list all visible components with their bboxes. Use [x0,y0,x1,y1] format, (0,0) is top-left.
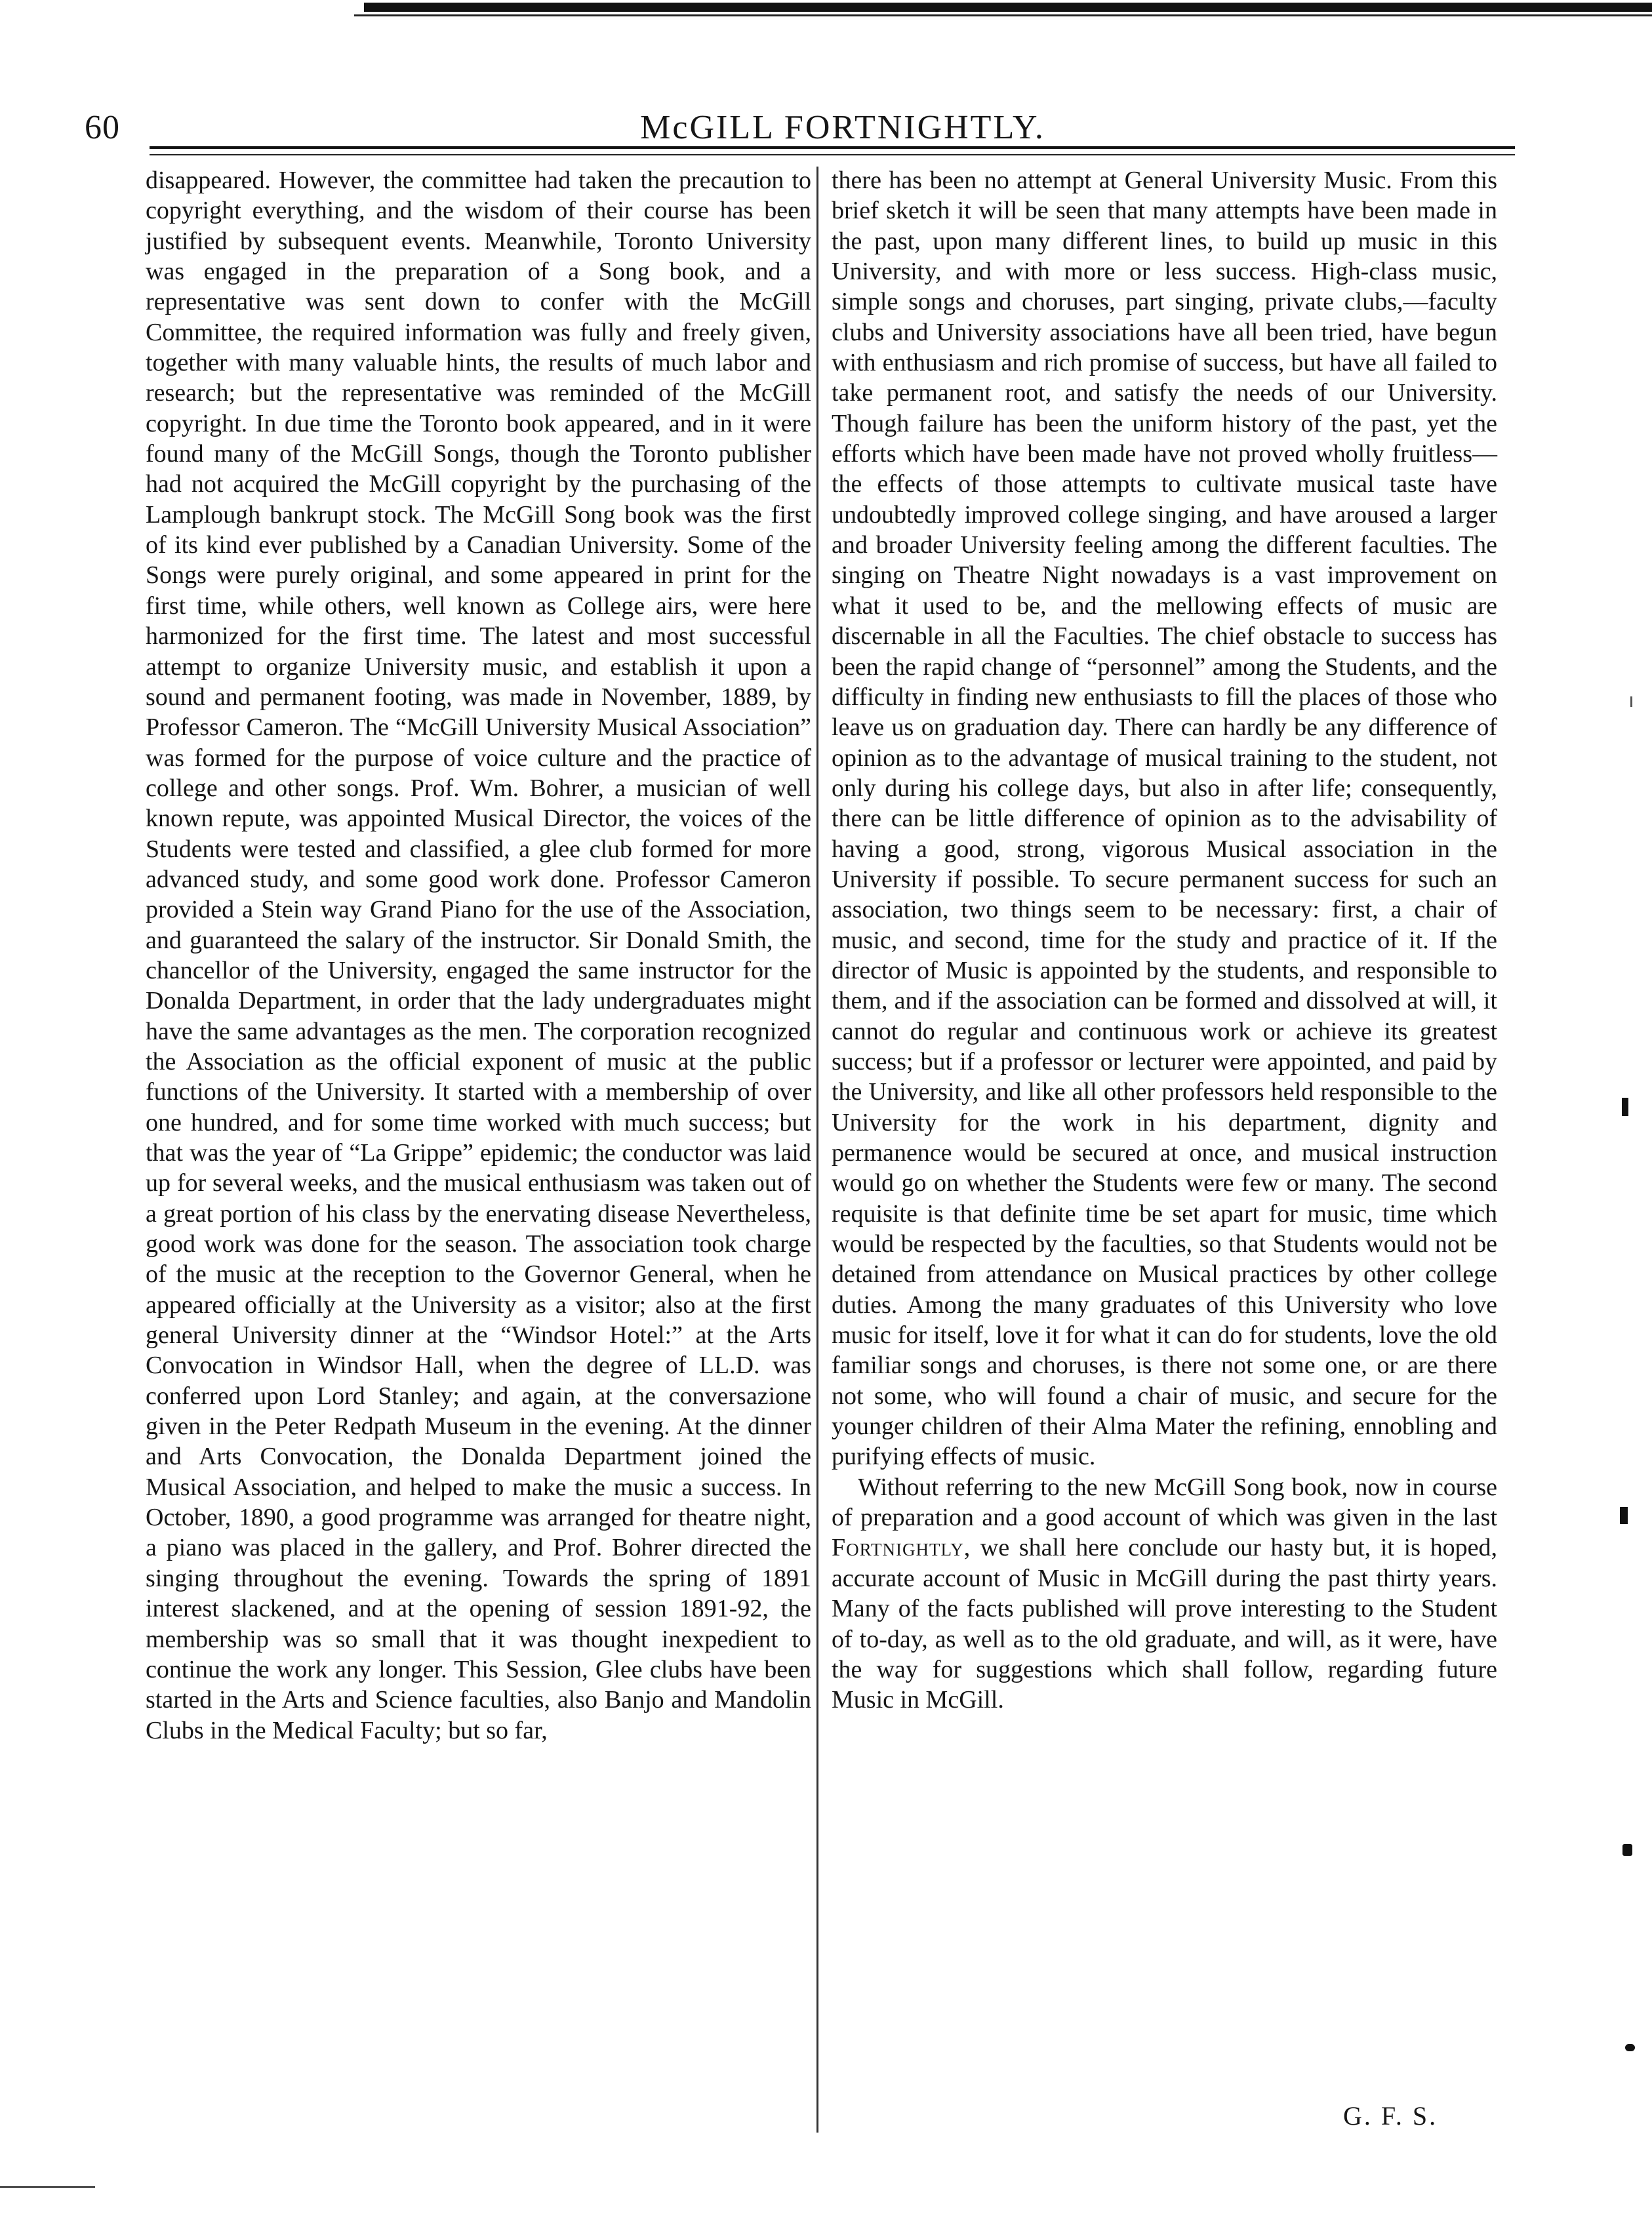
scan-edge-mark [1630,696,1632,707]
header-double-rule-top [150,146,1515,149]
column-divider [816,167,818,2133]
right-column-paragraph-2 [832,1472,1497,1715]
page-header [79,104,1515,152]
author-signature: G. F. S. [1343,2101,1438,2131]
right-column-paragraph-1: there has been no attempt at General University Music. From this brief sketch it will be seen that many attempts have been made in the past, upon many different lines, to build up music in this University, and with more or less success. High-class music, simple songs and choruses, part singing, private clubs,—faculty clubs and University associations have all been tried, have begun with enthusiasm and rich promise of success, but have all failed to take permanent root, and satisfy the needs of our University. Though failure has been the uniform history of the past, yet the efforts which have been made have not proved wholly fruitless—the effects of those attempts to cultivate musical taste have undoubtedly improved college singing, and have aroused a larger and broader University feeling among the different faculties. The singing on Theatre Night nowadays is a vast improvement on what it used to be, and the mellowing effects of music are discernable in all the Faculties. The chief obstacle to success has been the rapid change of “personnel” among the Students, and the difficulty in finding new enthusiasts to fill the places of those who leave us on graduation day. There can hardly be any difference of opinion as to the advantage of musical training to the student, not only during his college days, but also in after life; consequently, there can be little difference of opinion as to the advisability of having a good, strong, vigorous Musical association in the University if possible. To secure permanent success for such an association, two things seem to be necessary: first, a chair of music, and second, time for the study and practice of it. If the director of Music is appointed by the students, and responsible to them, and if the association can be formed and dissolved at will, it cannot do regular and continuous work or achieve its greatest success; but if a professor or lecturer were appointed, and paid by the University, and like all other professors held responsible to the University for the work in his department, dignity and permanence would be secured at once, and musical instruction would go on whether the Students were few or many. The second requisite is that definite time be set apart for music, time which would be respected by the faculties, so that Students would not be detained from attendance on Musical practices by other college duties. Among the many graduates of this University who love music for itself, love it for what it can do for students, love the old familiar songs and choruses, is there not some one, or are there not some, who will found a chair of music, and secure for the younger children of their Alma Mater the refining, ennobling and purifying effects of music. [832,167,1497,1471]
right-text-column [832,165,1497,2142]
paragraph-text-before-publication: Without referring to the new McGill Song book, now in course of preparation and a good account of which was given in the last [832,1473,1497,1532]
running-title: McGILL FORTNIGHTLY. [640,109,1045,146]
left-text-column [146,165,811,2142]
footer-rule [0,2186,95,2188]
scan-edge-mark [1620,1507,1628,1524]
page-number: 60 [85,109,120,146]
paragraph-text-after-publication: we shall here conclude our hasty but, it is hoped, accurate account of Music in McGill during the past thirty years. Many of the facts published will prove interesting to the Student of to-day, as well as to the old graduate, and will, as it were, have the way for suggestions which shall follow, regarding future Music in McGill. [832,1534,1497,1714]
top-edge-thin-rule [354,14,1652,16]
header-double-rule-bottom [150,154,1515,155]
top-edge-rule [364,3,1652,12]
scan-edge-mark [1622,1098,1628,1116]
scan-edge-mark [1625,2044,1635,2051]
publication-name: Fortnightly, [832,1534,971,1562]
scan-edge-mark [1622,1844,1632,1856]
left-column-paragraph: disappeared. However, the committee had taken the precaution to copyright everything, and the wisdom of their course has been justified by subsequent events. Meanwhile, Toronto University was engaged in the preparation of a Song book, and a representative was sent down to confer with the McGill Committee, the required information was fully and freely given, together with many valuable hints, the results of much labor and research; but the representative was reminded of the McGill copyright. In due time the Toronto book appeared, and in it were found many of the McGill Songs, though the Toronto publisher had not acquired the McGill copyright by the purchasing of the Lamplough bankrupt stock. The McGill Song book was the first of its kind ever published by a Canadian University. Some of the Songs were purely original, and some appeared in print for the first time, while others, well known as College airs, were here harmonized for the first time. The latest and most successful attempt to organize University music, and establish it upon a sound and permanent footing, was made in November, 1889, by Professor Cameron. The “McGill University Musical Association” was formed for the purpose of voice culture and the practice of college and other songs. Prof. Wm. Bohrer, a musician of well known repute, was appointed Musical Director, the voices of the Students were tested and classified, a glee club formed for more advanced study, and some good work done. Professor Cameron provided a Stein way Grand Piano for the use of the Association, and guaranteed the salary of the instructor. Sir Donald Smith, the chancellor of the University, engaged the same instructor for the Donalda Department, in order that the lady undergraduates might have the same advantages as the men. The corporation recognized the Association as the official exponent of music at the public functions of the University. It started with a membership of over one hundred, and for some time worked with much success; but that was the year of “La Grippe” epidemic; the conductor was laid up for several weeks, and the musical enthusiasm was taken out of a great portion of his class by the enervating disease Nevertheless, good work was done for the season. The association took charge of the music at the reception to the Governor General, when he appeared officially at the University as a visitor; also at the first general University dinner at the “Windsor Hotel:” at the Arts Convocation in Windsor Hall, when the degree of LL.D. was conferred upon Lord Stanley; and again, at the conversazione given in the Peter Redpath Museum in the evening. At the dinner and Arts Convocation, the Donalda Department joined the Musical Association, and helped to make the music a success. In October, 1890, a good programme was arranged for theatre night, a piano was placed in the gallery, and Prof. Bohrer directed the singing throughout the evening. Towards the spring of 1891 interest slackened, and at the opening of session 1891-92, the membership was so small that it was thought inexpedient to continue the work any longer. This Session, Glee clubs have been started in the Arts and Science faculties, also Banjo and Mandolin Clubs in the Medical Faculty; but so far, [146,167,811,1744]
